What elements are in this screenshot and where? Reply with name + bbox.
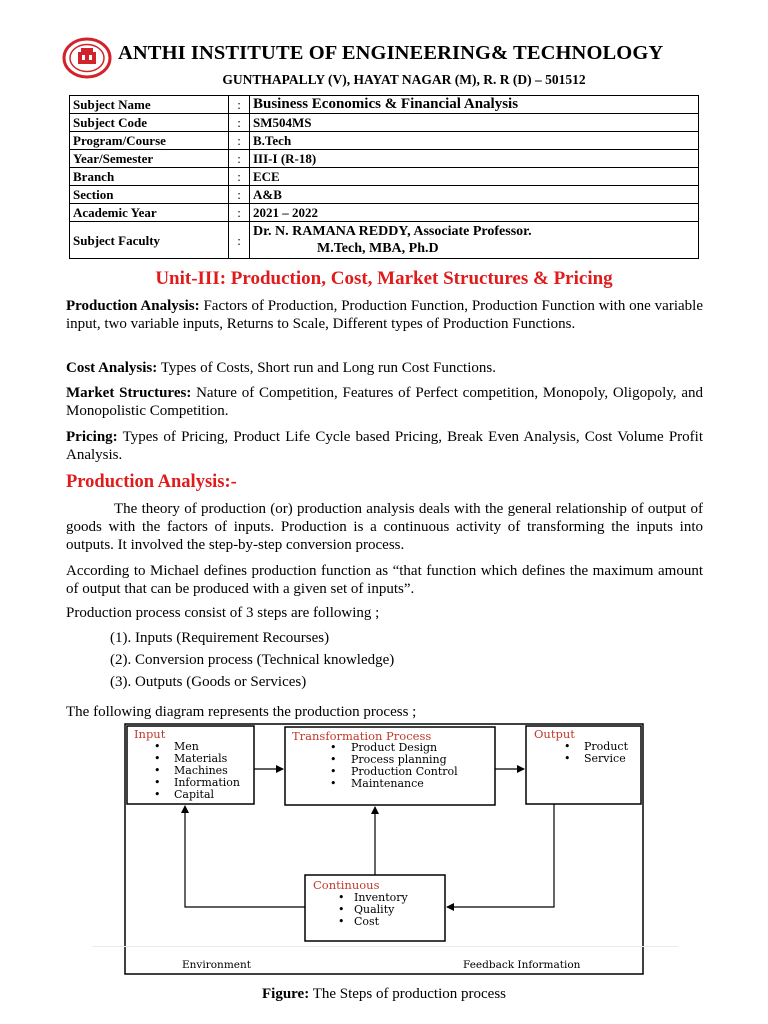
output-title: Output	[534, 727, 575, 741]
continuous-bullet: •	[338, 891, 345, 904]
table-row	[70, 186, 699, 204]
info-label: Branch	[70, 168, 229, 186]
section-heading: Production Analysis:-	[66, 472, 237, 492]
syllabus-production	[66, 297, 703, 333]
input-bullet: •	[154, 788, 161, 801]
info-label: Subject Code	[70, 114, 229, 132]
environment-label: Environment	[182, 959, 251, 971]
info-separator: :	[229, 168, 250, 186]
info-value: ECE	[250, 168, 699, 186]
input-bullet: •	[154, 752, 161, 765]
definition-paragraph: According to Michael defines production function as “that function which defines the maximum amount of output that can be produced with a given set of inputs”.	[66, 563, 703, 597]
info-label: Program/Course	[70, 132, 229, 150]
continuous-item: Quality	[354, 903, 395, 916]
output-item: Service	[584, 752, 626, 765]
production-process-diagram	[124, 723, 644, 975]
unit-title: Unit-III: Production, Cost, Market Structures & Pricing	[155, 268, 613, 289]
table-row	[70, 150, 699, 168]
continuous-bullet: •	[338, 903, 345, 916]
faculty-qualifications: M.Tech, MBA, Ph.D	[317, 241, 439, 256]
syllabus-label: Production Analysis:	[66, 298, 200, 314]
steps-intro: Production process consist of 3 steps are following ;	[66, 605, 380, 621]
theory-paragraph: The theory of production (or) production analysis deals with the general relationship of output of goods with the factors of inputs. Production is a continuous activity of transforming the inputs into outputs. It involved the step-by-step conversion process.	[66, 501, 703, 553]
input-item: Information	[174, 776, 241, 789]
institute-name: ANTHI INSTITUTE OF ENGINEERING& TECHNOLOGY	[118, 42, 664, 64]
info-separator: :	[229, 222, 250, 259]
faculty-name: Dr. N. RAMANA REDDY, Associate Professor.	[253, 224, 532, 239]
table-row	[70, 96, 699, 114]
syllabus-label: Cost Analysis:	[66, 360, 158, 376]
arrow-continuous-to-input	[185, 806, 305, 907]
info-label: Subject Faculty	[70, 222, 229, 259]
info-label: Subject Name	[70, 96, 229, 114]
table-row	[70, 114, 699, 132]
syllabus-text: Types of Pricing, Product Life Cycle based Pricing, Break Even Analysis, Cost Volume Profit Analysis.	[66, 429, 703, 463]
table-row	[70, 222, 699, 259]
transformation-bullet: •	[330, 765, 337, 778]
info-label: Academic Year	[70, 204, 229, 222]
info-separator: :	[229, 132, 250, 150]
list-item: (1). Inputs (Requirement Recourses)	[110, 630, 330, 646]
info-label: Year/Semester	[70, 150, 229, 168]
figure-caption	[0, 986, 768, 1003]
transformation-bullet: •	[330, 741, 337, 754]
caption-label: Figure:	[262, 986, 310, 1002]
syllabus-text: Factors of Production, Production Function, Production Function with one variable input, two variable inputs, Returns to Scale, Different types of Production Functions.	[66, 298, 703, 332]
subject-info-table	[69, 95, 699, 259]
info-separator: :	[229, 114, 250, 132]
syllabus-text: Nature of Competition, Features of Perfect competition, Monopoly, Oligopoly, and Monopolistic Competition.	[66, 385, 703, 419]
transformation-item: Production Control	[351, 765, 458, 778]
transformation-bullet: •	[330, 753, 337, 766]
info-value: A&B	[250, 186, 699, 204]
info-value: Business Economics & Financial Analysis	[250, 96, 699, 114]
info-value: III-I (R-18)	[250, 150, 699, 168]
syllabus-market	[66, 384, 703, 420]
syllabus-label: Pricing:	[66, 429, 118, 445]
output-bullet: •	[564, 740, 571, 753]
syllabus-text: Types of Costs, Short run and Long run Cost Functions.	[157, 360, 496, 376]
info-value: B.Tech	[250, 132, 699, 150]
info-separator: :	[229, 150, 250, 168]
info-value: SM504MS	[250, 114, 699, 132]
table-row	[70, 204, 699, 222]
caption-text: The Steps of production process	[309, 986, 506, 1002]
feedback-label: Feedback Information	[463, 959, 581, 971]
transformation-bullet: •	[330, 777, 337, 790]
table-row	[70, 168, 699, 186]
transformation-item: Maintenance	[351, 777, 424, 790]
continuous-item: Cost	[354, 915, 380, 928]
output-bullet: •	[564, 752, 571, 765]
syllabus-label: Market Structures:	[66, 385, 192, 401]
info-label: Section	[70, 186, 229, 204]
output-item: Product	[584, 740, 628, 753]
continuous-bullet: •	[338, 915, 345, 928]
transformation-title: Transformation Process	[292, 729, 432, 743]
input-bullet: •	[154, 740, 161, 753]
arrow-output-to-continuous	[447, 804, 554, 907]
table-row	[70, 132, 699, 150]
info-value: 2021 – 2022	[250, 204, 699, 222]
input-bullet: •	[154, 764, 161, 777]
list-item: (2). Conversion process (Technical knowledge)	[110, 652, 395, 668]
input-item: Materials	[174, 752, 228, 765]
info-value	[250, 222, 699, 259]
input-item: Machines	[174, 764, 228, 777]
institute-address: GUNTHAPALLY (V), HAYAT NAGAR (M), R. R (D) – 501512	[222, 72, 586, 87]
diagram-intro: The following diagram represents the production process ;	[66, 704, 417, 720]
continuous-item: Inventory	[354, 891, 408, 904]
input-item: Capital	[174, 788, 215, 801]
divider	[92, 946, 678, 947]
info-separator: :	[229, 96, 250, 114]
input-title: Input	[134, 727, 166, 741]
info-separator: :	[229, 186, 250, 204]
transformation-item: Product Design	[351, 741, 438, 754]
info-separator: :	[229, 204, 250, 222]
syllabus-cost	[66, 359, 703, 377]
input-bullet: •	[154, 776, 161, 789]
syllabus-pricing	[66, 428, 703, 464]
input-item: Men	[174, 740, 199, 753]
list-item: (3). Outputs (Goods or Services)	[110, 674, 307, 690]
transformation-item: Process planning	[351, 753, 447, 766]
continuous-title: Continuous	[313, 878, 380, 892]
